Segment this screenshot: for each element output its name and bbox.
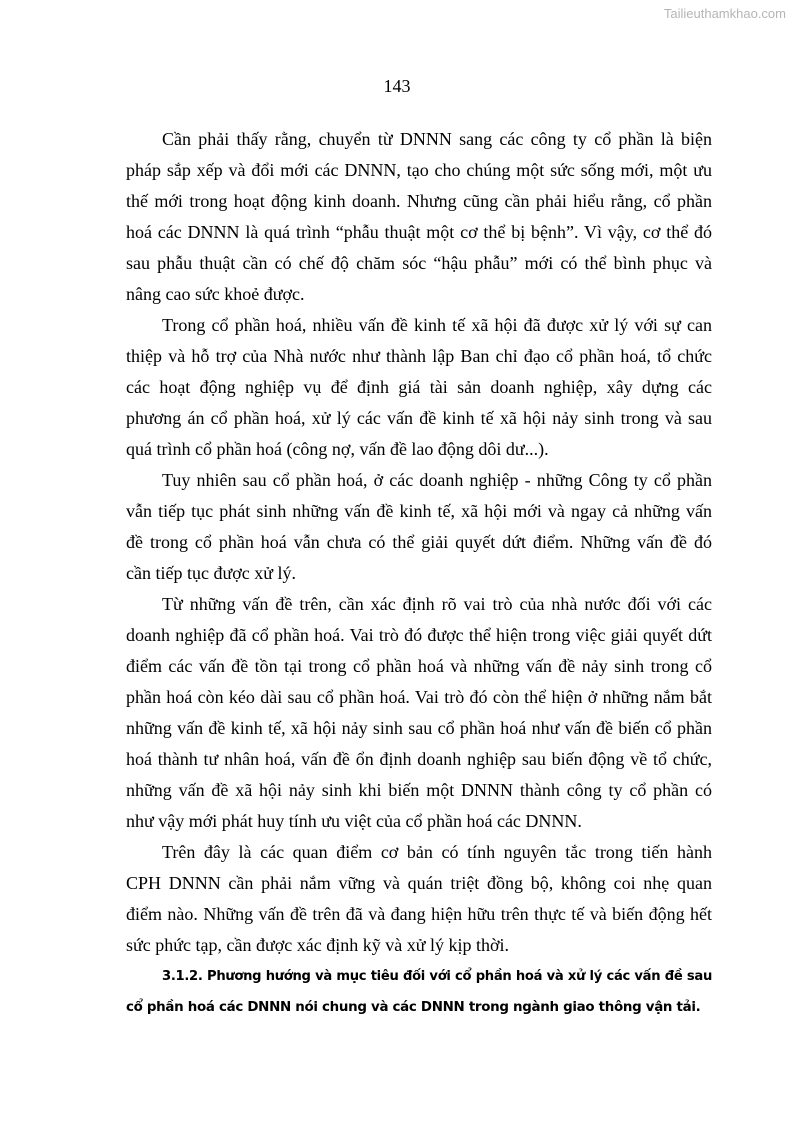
text-line: các hoạt động nghiệp vụ để định giá tài sản doanh nghiệp, xây dựng các — [126, 377, 712, 397]
text-line: đề trong cổ phần hoá vẫn chưa có thể giải quyết dứt điểm. Những vấn đề đó — [126, 532, 712, 552]
text-line: Cần phải thấy rằng, chuyển từ DNNN sang các công ty cổ phần là biện — [162, 129, 712, 149]
text-line: những vấn đề xã hội nảy sinh khi biến một DNNN thành công ty cổ phần có — [126, 780, 712, 800]
text-line: như vậy mới phát huy tính ưu việt của cổ phần hoá các DNNN. — [126, 811, 582, 831]
heading-line: 3.1.2. Phương hướng và mục tiêu đối với cổ phần hoá và xử lý các vấn đề sau — [162, 969, 712, 984]
paragraph-1 — [126, 124, 712, 310]
text-line: pháp sắp xếp và đổi mới các DNNN, tạo cho chúng một sức sống mới, một ưu — [126, 160, 712, 180]
text-line: phương án cổ phần hoá, xử lý các vấn đề kinh tế xã hội nảy sinh trong và sau — [126, 408, 712, 428]
page-number: 143 — [383, 76, 411, 96]
text-line: thiệp và hỗ trợ của Nhà nước như thành lập Ban chỉ đạo cổ phần hoá, tổ chức — [126, 346, 712, 366]
text-line: phần hoá còn kéo dài sau cổ phần hoá. Vai trò đó còn thể hiện ở những nắm bắt — [126, 687, 712, 707]
text-line: hoá thành tư nhân hoá, vấn đề ổn định doanh nghiệp sau biến động về tổ chức, — [126, 749, 712, 769]
text-line: quá trình cổ phần hoá (công nợ, vấn đề lao động dôi dư...). — [126, 439, 549, 459]
text-line: điểm các vấn đề tồn tại trong cổ phần hoá và những vấn đề nảy sinh trong cổ — [126, 656, 712, 676]
text-line: cần tiếp tục được xử lý. — [126, 563, 296, 583]
paragraph-2 — [126, 310, 712, 465]
paragraph-5 — [126, 837, 712, 961]
text-line: thế mới trong hoạt động kinh doanh. Nhưng cũng cần phải hiểu rằng, cổ phần — [126, 191, 712, 211]
text-line: doanh nghiệp đã cổ phần hoá. Vai trò đó được thể hiện trong việc giải quyết dứt — [126, 625, 712, 645]
text-line: Tuy nhiên sau cổ phần hoá, ở các doanh nghiệp - những Công ty cổ phần — [162, 470, 712, 490]
text-line: CPH DNNN cần phải nắm vững và quán triệt đồng bộ, không coi nhẹ quan — [126, 873, 712, 893]
text-line: vẫn tiếp tục phát sinh những vấn đề kinh tế, xã hội mới và ngay cả những vấn — [126, 501, 712, 521]
section-heading — [126, 961, 712, 1023]
text-line: nâng cao sức khoẻ được. — [126, 284, 305, 304]
paragraph-3 — [126, 465, 712, 589]
text-line: Trong cổ phần hoá, nhiều vấn đề kinh tế xã hội đã được xử lý với sự can — [162, 315, 712, 335]
paragraph-4 — [126, 589, 712, 837]
text-line: sức phức tạp, cần được xác định kỹ và xử lý kịp thời. — [126, 935, 509, 955]
document-body — [126, 124, 712, 1023]
watermark: Tailieuthamkhao.com — [663, 6, 786, 21]
heading-line: cổ phần hoá các DNNN nói chung và các DNNN trong ngành giao thông vận tải. — [126, 1000, 701, 1015]
text-line: Từ những vấn đề trên, cần xác định rõ vai trò của nhà nước đối với các — [162, 594, 712, 614]
text-line: những vấn đề kinh tế, xã hội nảy sinh sau cổ phần hoá như vấn đề biến cổ phần — [126, 718, 712, 738]
text-line: sau phẫu thuật cần có chế độ chăm sóc “hậu phẫu” mới có thể bình phục và — [126, 253, 712, 273]
text-line: hoá các DNNN là quá trình “phẫu thuật một cơ thể bị bệnh”. Vì vậy, cơ thể đó — [126, 222, 712, 242]
text-line: điểm nào. Những vấn đề trên đã và đang hiện hữu trên thực tế và biến động hết — [126, 904, 712, 924]
text-line: Trên đây là các quan điểm cơ bản có tính nguyên tắc trong tiến hành — [162, 842, 712, 862]
